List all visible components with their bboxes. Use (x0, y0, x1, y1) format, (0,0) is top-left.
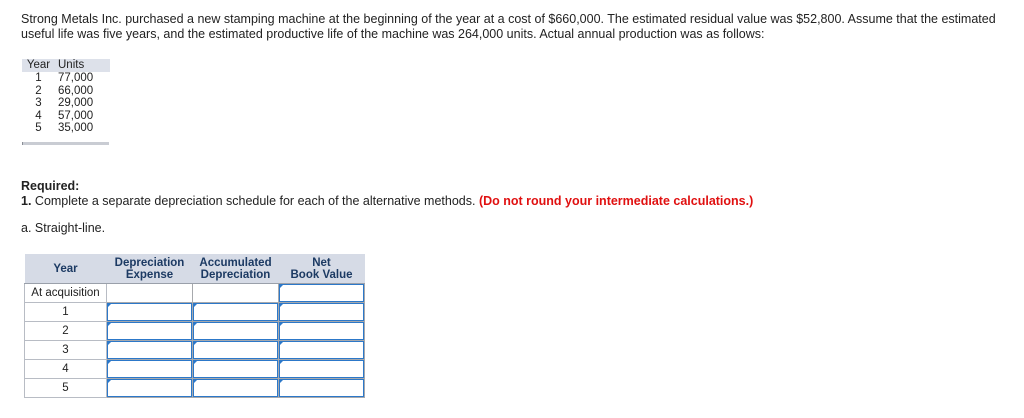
schedule-year-cell: 5 (25, 379, 107, 398)
production-year: 4 (35, 109, 42, 122)
depreciation-schedule-table (24, 254, 365, 398)
production-units: 66,000 (58, 84, 94, 97)
production-year: 5 (35, 122, 42, 135)
expense-input[interactable] (107, 303, 193, 322)
expense-input-cell (107, 284, 193, 303)
question-text: Complete a separate depreciation schedule for each of the alternative methods. (31, 194, 479, 208)
accumulated-header-line1: Accumulated (199, 256, 272, 269)
accumulated-header-line2: Depreciation (200, 268, 271, 281)
schedule-nbv-header (279, 254, 365, 284)
net-book-value-input[interactable] (279, 284, 365, 303)
question-number: 1. (21, 194, 32, 208)
schedule-year-cell: 4 (25, 360, 107, 379)
accumulated-input[interactable] (193, 322, 279, 341)
schedule-expense-header (107, 254, 193, 284)
production-year-header: Year (22, 59, 55, 72)
expense-header-line2: Expense (125, 268, 174, 281)
schedule-year-header: Year (25, 254, 107, 284)
production-row (22, 97, 110, 110)
schedule-year-cell: 3 (25, 341, 107, 360)
expense-input[interactable] (107, 322, 193, 341)
production-year: 2 (35, 84, 42, 97)
production-year: 3 (35, 97, 42, 110)
production-units-header: Units (55, 59, 110, 72)
expense-input[interactable] (107, 341, 193, 360)
schedule-accumulated-header (193, 254, 279, 284)
production-units: 29,000 (58, 97, 94, 110)
production-units: 77,000 (58, 72, 94, 84)
schedule-year-cell: 2 (25, 322, 107, 341)
nbv-header-line1: Net (312, 256, 331, 269)
production-row (22, 122, 110, 135)
schedule-year-cell: At acquisition (25, 284, 107, 303)
problem-statement: Strong Metals Inc. purchased a new stamping machine at the beginning of the year at a cost of $660,000. The estimated residual value was $52,800. Assume that the estimated useful life was five years, and the estimated productive life of the machine was 264,000 units. Actual annual production was as follows: (21, 12, 996, 41)
production-row (22, 85, 110, 98)
schedule-row (25, 341, 365, 360)
schedule-row (25, 322, 365, 341)
accumulated-input-cell (193, 284, 279, 303)
net-book-value-input[interactable] (279, 341, 365, 360)
schedule-row (25, 360, 365, 379)
accumulated-input[interactable] (193, 303, 279, 322)
part-a-label: a. Straight-line. (21, 221, 106, 235)
schedule-year-cell: 1 (25, 303, 107, 322)
rounding-note: (Do not round your intermediate calculations.) (478, 194, 754, 208)
production-row (22, 72, 110, 85)
production-units: 57,000 (58, 109, 94, 122)
net-book-value-input[interactable] (279, 360, 365, 379)
expense-header-line1: Depreciation (114, 256, 185, 269)
nbv-header-line2: Book Value (290, 268, 353, 281)
net-book-value-input[interactable] (279, 379, 365, 398)
schedule-row (25, 303, 365, 322)
schedule-row (25, 379, 365, 398)
accumulated-input[interactable] (193, 341, 279, 360)
required-section (21, 179, 753, 209)
production-units: 35,000 (58, 122, 94, 135)
production-table-footer-divider (22, 142, 109, 145)
schedule-row (25, 284, 365, 303)
net-book-value-input[interactable] (279, 322, 365, 341)
expense-input[interactable] (107, 379, 193, 398)
expense-input[interactable] (107, 360, 193, 379)
production-row (22, 110, 110, 123)
production-table (22, 59, 110, 135)
required-heading: Required: (21, 179, 80, 193)
accumulated-input[interactable] (193, 360, 279, 379)
production-year: 1 (35, 72, 42, 84)
net-book-value-input[interactable] (279, 303, 365, 322)
accumulated-input[interactable] (193, 379, 279, 398)
